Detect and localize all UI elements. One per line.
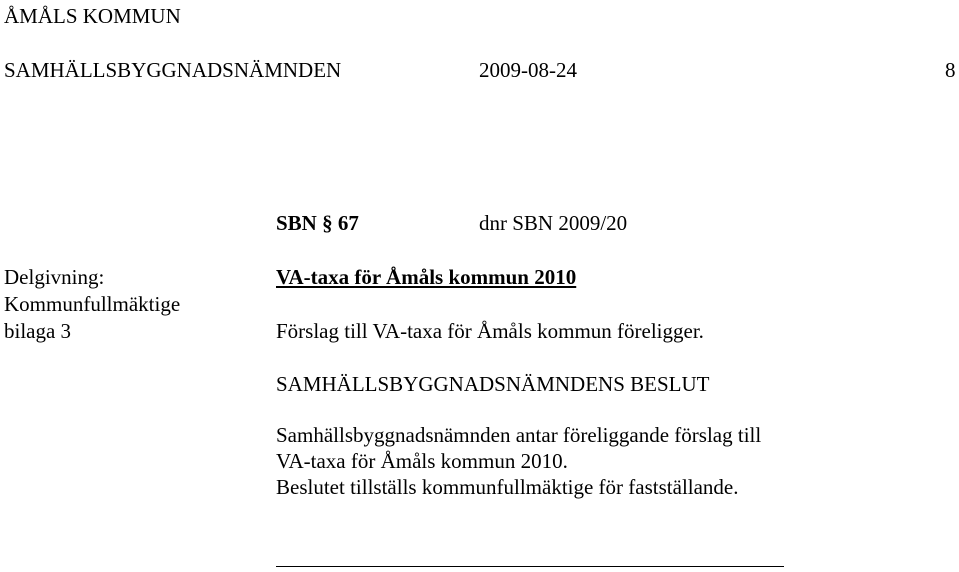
organization-name: ÅMÅLS KOMMUN [4, 4, 181, 28]
decision-line-1: Samhällsbyggnadsnämnden antar föreliggande förslag till [276, 423, 762, 447]
decision-line-2: VA-taxa för Åmåls kommun 2010. [276, 449, 568, 473]
paragraph-symbol: § [322, 211, 333, 235]
committee-name: SAMHÄLLSBYGGNADSNÄMNDEN [4, 58, 342, 82]
paragraph-reference [276, 213, 359, 234]
signature-line [276, 566, 784, 567]
meeting-date: 2009-08-24 [479, 58, 577, 82]
paragraph-number: 67 [337, 211, 359, 235]
distribution-recipient: Kommunfullmäktige [4, 292, 181, 316]
diary-number: dnr SBN 2009/20 [479, 211, 628, 235]
page-number: 8 [945, 58, 956, 82]
paragraph-label: SBN [276, 211, 317, 235]
decision-heading: SAMHÄLLSBYGGNADSNÄMNDENS BESLUT [276, 372, 710, 396]
distribution-attachment: bilaga 3 [4, 319, 72, 343]
matter-intro: Förslag till VA-taxa för Åmåls kommun föreligger. [276, 319, 704, 343]
matter-title: VA-taxa för Åmåls kommun 2010 [276, 265, 577, 289]
decision-line-3: Beslutet tillställs kommunfullmäktige för fastställande. [276, 475, 739, 499]
distribution-label: Delgivning: [4, 265, 105, 289]
